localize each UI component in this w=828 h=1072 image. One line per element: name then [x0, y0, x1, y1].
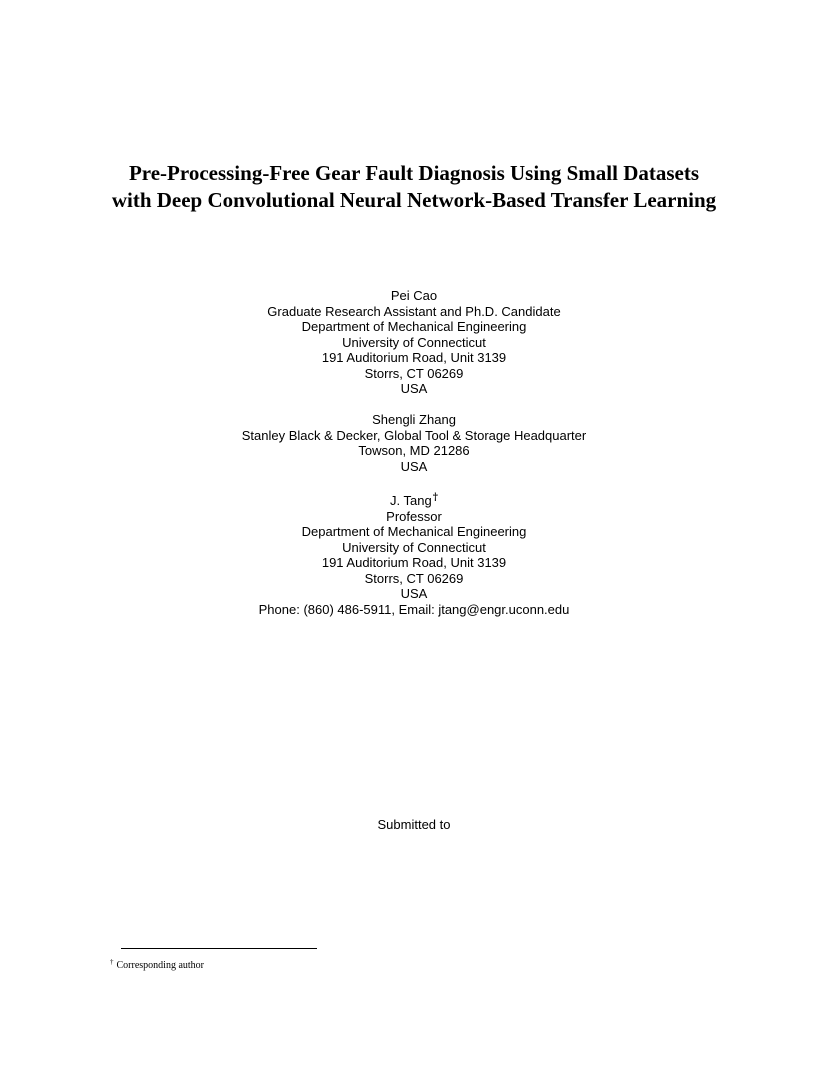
author-city: Storrs, CT 06269 — [364, 570, 464, 586]
author-contact: Phone: (860) 486-5911, Email: jtang@engr.uconn.edu — [258, 601, 570, 617]
author-street-address: 191 Auditorium Road, Unit 3139 — [321, 555, 507, 570]
author-country: USA — [400, 586, 428, 601]
footnote — [110, 956, 204, 972]
author-position: Professor — [386, 508, 442, 524]
author-city: Storrs, CT 06269 — [364, 365, 464, 381]
author-block-pei-cao — [0, 288, 828, 397]
author-block-shengli-zhang — [0, 412, 828, 474]
author-country: USA — [400, 458, 428, 474]
footnote-mark: † — [110, 958, 114, 966]
author-affiliation: Stanley Black & Decker, Global Tool & Storage Headquarter — [241, 427, 587, 443]
footnote-text: Corresponding author — [116, 960, 204, 971]
author-department: Department of Mechanical Engineering — [301, 524, 527, 539]
author-department: Department of Mechanical Engineering — [301, 319, 527, 334]
author-street-address: 191 Auditorium Road, Unit 3139 — [321, 350, 507, 365]
footnote-divider — [121, 948, 317, 949]
author-name: J. Tang — [390, 493, 432, 508]
author-position: Graduate Research Assistant and Ph.D. Candidate — [267, 303, 561, 319]
author-block-j-tang — [0, 490, 828, 617]
author-name: Shengli Zhang — [372, 412, 456, 427]
author-university: University of Connecticut — [342, 334, 486, 350]
submitted-to-text: Submitted to — [377, 817, 451, 832]
corresponding-author-mark: † — [432, 492, 438, 503]
author-university: University of Connecticut — [342, 539, 486, 555]
paper-title — [0, 160, 828, 214]
author-country: USA — [400, 381, 428, 396]
author-name-line — [0, 490, 828, 509]
paper-title-line-2: with Deep Convolutional Neural Network-Based Transfer Learning — [111, 188, 717, 212]
author-city: Towson, MD 21286 — [358, 443, 470, 458]
author-name: Pei Cao — [390, 288, 438, 303]
paper-title-line-1: Pre-Processing-Free Gear Fault Diagnosis Using Small Datasets — [128, 161, 700, 185]
